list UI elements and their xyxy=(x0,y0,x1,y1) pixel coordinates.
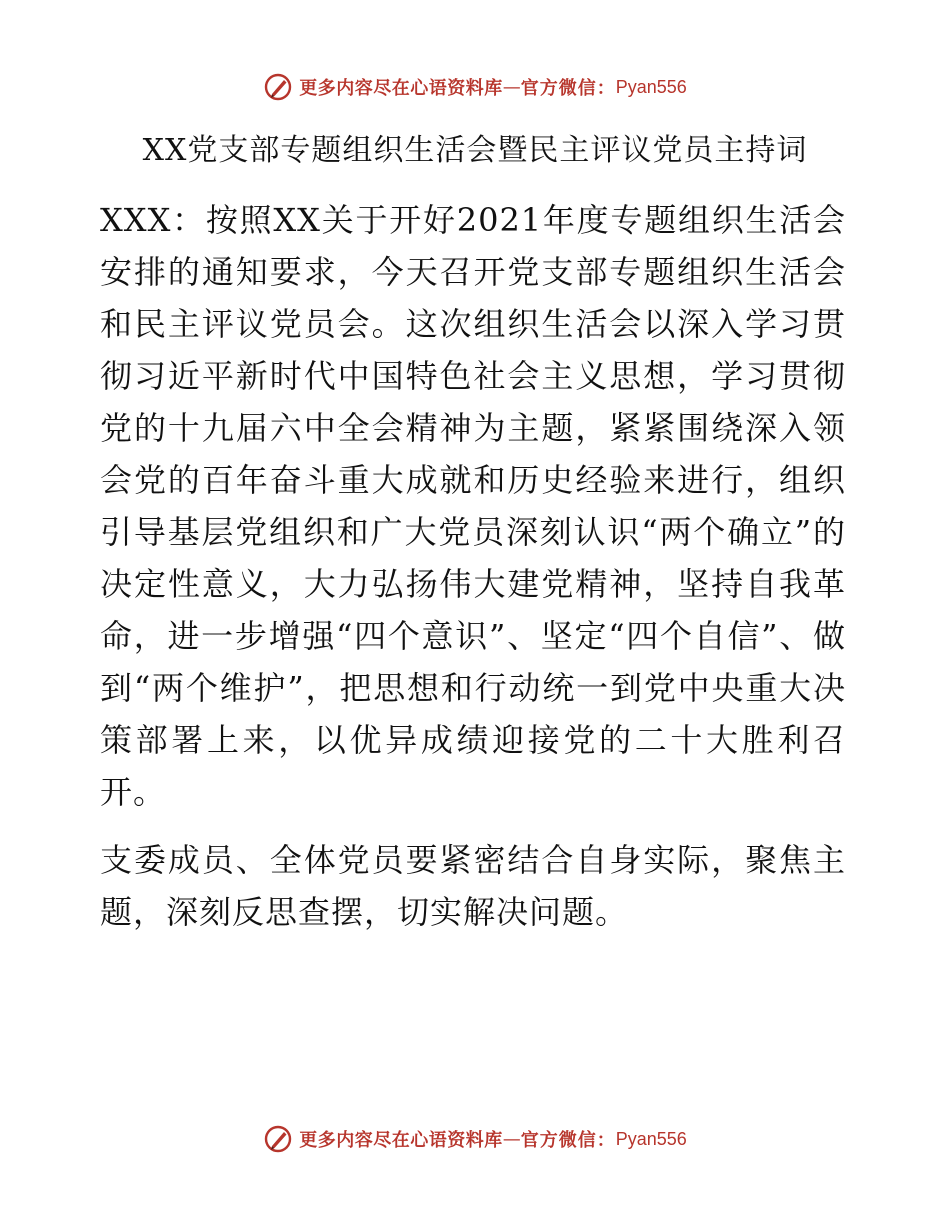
document-body xyxy=(100,194,846,954)
banner-wechat-label: 官方微信： xyxy=(520,1130,616,1151)
banner-wechat-id: Pyan556 xyxy=(615,76,687,97)
body-paragraph-1: XXX：按照XX关于开好2021年度专题组织生活会安排的通知要求，今天召开党支部专题组织生活会和民主评议党员会。这次组织生活会以深入学习贯彻习近平新时代中国特色社会主义思想，学习贯彻党的十九届六中全会精神为主题，紧紧围绕深入领会党的百年奋斗重大成就和历史经验来进行，组织引导基层党组织和广大党员深刻认识“两个确立”的决定性意义，大力弘扬伟大建党精神，坚持自我革命，进一步增强“四个意识”、坚定“四个自信”、做到“两个维护”，把思想和行动统一到党中央重大决策部署上来，以优异成绩迎接党的二十大胜利召开。 xyxy=(100,201,846,811)
body-paragraph-2: 支委成员、全体党员要紧密结合自身实际，聚焦主题，深刻反思查摆，切实解决问题。 xyxy=(100,841,846,931)
banner-dash: — xyxy=(502,1128,521,1150)
banner-brand-text: 更多内容尽在心语资料库 xyxy=(299,1130,503,1151)
banner-brand-text: 更多内容尽在心语资料库 xyxy=(299,78,503,99)
banner-dash: — xyxy=(502,76,521,98)
pen-circle-logo-icon xyxy=(263,1124,293,1154)
footer-watermark-banner xyxy=(0,1124,950,1154)
banner-wechat-label: 官方微信： xyxy=(520,78,616,99)
pen-circle-logo-icon xyxy=(263,72,293,102)
banner-wechat-id: Pyan556 xyxy=(615,1128,687,1149)
header-watermark-banner xyxy=(0,72,950,102)
document-title: XX党支部专题组织生活会暨民主评议党员主持词 xyxy=(142,133,808,168)
